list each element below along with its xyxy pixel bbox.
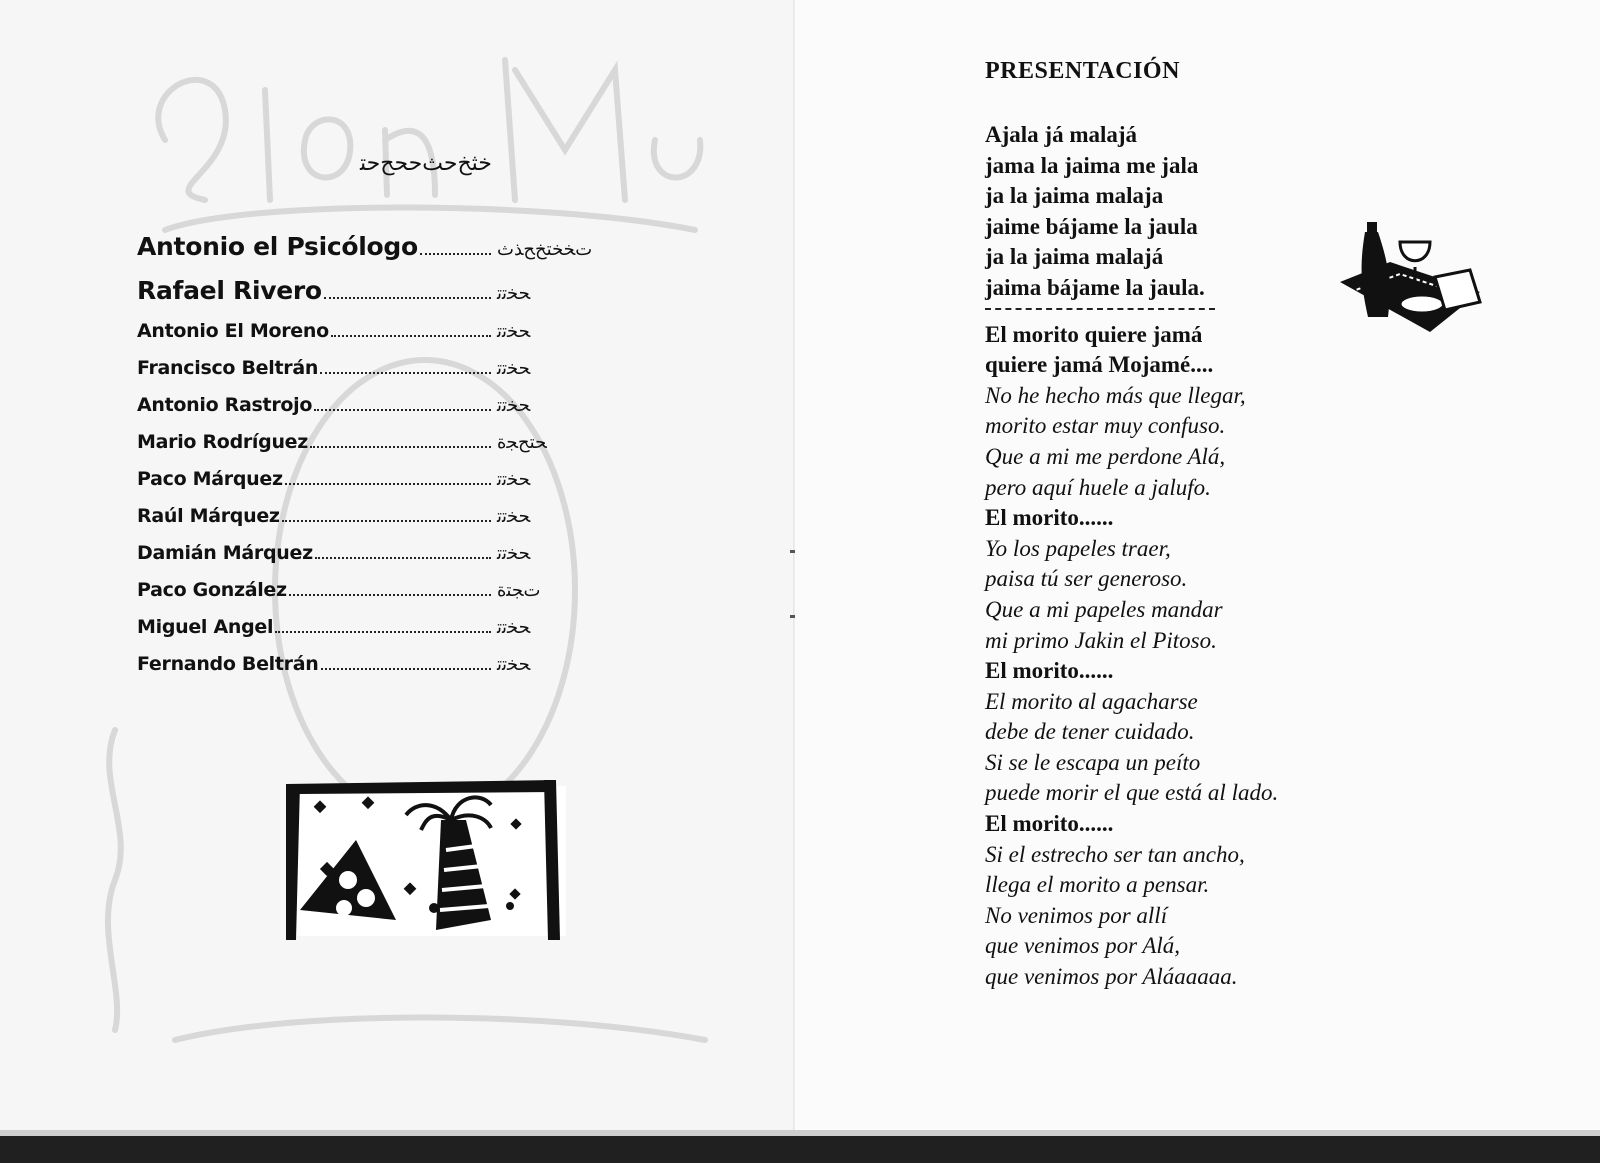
cast-name: Mario Rodríguez	[137, 431, 309, 453]
cast-code: ﺤﺨﺗﺗ	[497, 395, 531, 415]
lyric-line: El morito quiere jamá	[985, 321, 1203, 347]
lyric-line: Que a mi me perdone Alá,	[985, 443, 1226, 469]
dot-leader	[320, 372, 491, 374]
dot-leader	[310, 446, 491, 448]
dot-leader	[275, 631, 491, 633]
left-header-code: ﺧﺜﺦﺣﺚﺣﺤﺢﺣﺘ	[360, 150, 492, 175]
dot-leader	[324, 297, 491, 299]
cast-name: Raúl Márquez	[137, 505, 280, 527]
cast-row	[137, 505, 607, 542]
lyric-line: Si se le escapa un peíto	[985, 749, 1201, 775]
lyric-line: morito estar muy confuso.	[985, 413, 1226, 439]
lyric-line: debe de tener cuidado.	[985, 719, 1195, 745]
cast-code: ﺤﺨﺗﺗ	[497, 469, 531, 489]
cast-code: ﺤﺨﺗﺗ	[497, 654, 531, 674]
lyric-line: El morito al agacharse	[985, 688, 1198, 714]
dot-leader	[331, 335, 491, 337]
dot-leader	[420, 253, 491, 255]
dot-leader	[315, 557, 491, 559]
cast-code: ﺕﺨﺨﺘﺦﺢﺬﺙ	[497, 239, 593, 259]
cast-code: ﺤﺨﺗﺗ	[497, 543, 531, 563]
cast-row	[137, 276, 607, 320]
cast-code: ﺤﺨﺗﺗ	[497, 283, 531, 303]
cast-code: ﺤﺨﺗﺗ	[497, 358, 531, 378]
lyric-line: Yo los papeles traer,	[985, 535, 1171, 561]
cast-name: Antonio El Moreno	[137, 320, 329, 342]
cast-code: ﺤﺨﺗﺗ	[497, 617, 531, 637]
cast-row	[137, 579, 607, 616]
lyric-line: que venimos por Alá,	[985, 933, 1181, 959]
cast-name: Francisco Beltrán	[137, 357, 319, 379]
lyric-line: jama la jaima me jala	[985, 152, 1199, 178]
dot-leader	[289, 594, 491, 596]
cast-row	[137, 468, 607, 505]
dot-leader	[321, 668, 492, 670]
cast-row	[137, 394, 607, 431]
cast-row	[137, 542, 607, 579]
lyric-line: ja la jaima malaja	[985, 183, 1164, 209]
lyric-line: llega el morito a pensar.	[985, 872, 1210, 898]
dashed-divider	[985, 306, 1215, 310]
cast-row	[137, 320, 607, 357]
lyric-line: Si el estrecho ser tan ancho,	[985, 841, 1245, 867]
lyric-line: No venimos por allí	[985, 902, 1168, 928]
cast-name: Miguel Angel	[137, 616, 274, 638]
cast-row	[137, 653, 607, 690]
lyric-line: puede morir el que está al lado.	[985, 780, 1279, 806]
page-title: PRESENTACIÓN	[985, 58, 1180, 84]
cast-name: Damián Márquez	[137, 542, 313, 564]
lyric-line: Que a mi papeles mandar	[985, 596, 1223, 622]
lyric-line: ja la jaima malajá	[985, 244, 1164, 270]
cast-code: ﺤﺨﺗﺗ	[497, 506, 531, 526]
cast-name: Antonio Rastrojo	[137, 394, 313, 416]
lyric-line: El morito......	[985, 658, 1114, 684]
scan-bottom-edge	[0, 1130, 1600, 1163]
cast-name: Fernando Beltrán	[137, 653, 319, 675]
cast-list	[137, 232, 607, 690]
cast-name: Rafael Rivero	[137, 276, 322, 305]
dot-leader	[285, 483, 491, 485]
left-page	[0, 0, 795, 1130]
dot-leader	[282, 520, 491, 522]
lyric-line: jaima bájame la jaula.	[985, 274, 1205, 300]
lyric-line: Ajala já malajá	[985, 122, 1138, 147]
lyric-line: que venimos por Aláaaaaa.	[985, 964, 1238, 990]
cast-name: Paco González	[137, 579, 287, 601]
lyric-line: No he hecho más que llegar,	[985, 382, 1246, 408]
lyric-line: El morito......	[985, 505, 1114, 531]
lyric-line: jaime bájame la jaula	[985, 213, 1198, 239]
lyric-line: quiere jamá Mojamé....	[985, 352, 1214, 378]
cast-code: ﺕﺠﺘﺓ	[497, 580, 541, 600]
lyric-line: paisa tú ser generoso.	[985, 566, 1188, 592]
cast-code: ﺤﺘﺢﺠﺓ	[497, 432, 547, 452]
dot-leader	[314, 409, 491, 411]
cast-code: ﺤﺨﺗﺗ	[497, 321, 531, 341]
wine-bottle-glass-clipart-icon	[1330, 222, 1490, 342]
cast-row	[137, 616, 607, 653]
cast-row	[137, 232, 607, 276]
cast-name: Paco Márquez	[137, 468, 283, 490]
palm-tree-clipart-icon	[286, 780, 566, 950]
cast-row	[137, 431, 607, 468]
lyric-line: pero aquí huele a jalufo.	[985, 474, 1211, 500]
cast-row	[137, 357, 607, 394]
cast-name: Antonio el Psicólogo	[137, 232, 418, 261]
lyric-line: mi primo Jakin el Pitoso.	[985, 627, 1217, 653]
lyric-line: El morito......	[985, 811, 1114, 837]
